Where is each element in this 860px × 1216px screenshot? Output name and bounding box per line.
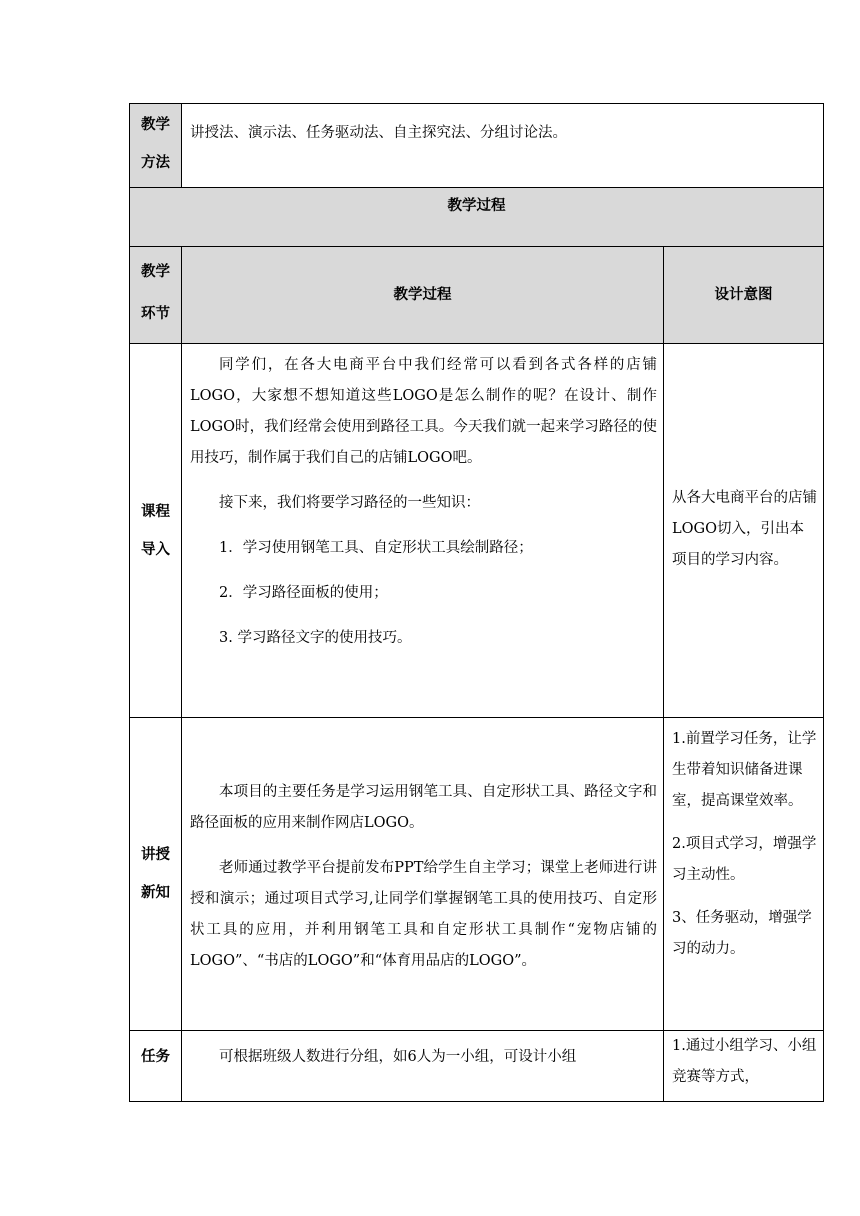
process-content <box>182 718 664 1031</box>
header-row <box>130 247 824 344</box>
intent-paragraph: 从各大电商平台的店铺LOGO切入，引出本项目的学习内容。 <box>672 490 817 568</box>
paragraph: 接下来，我们将要学习路径的一些知识： <box>219 495 480 511</box>
process-title-row <box>130 188 824 247</box>
method-label: 教学 方法 <box>130 104 182 188</box>
intent-paragraph: 2.项目式学习，增强学习主动性。 <box>672 836 817 883</box>
intent-paragraph: 1.通过小组学习、小组竞赛等方式， <box>672 1038 817 1085</box>
stage-label: 任务 <box>130 1031 182 1102</box>
intent-paragraph: 1.前置学习任务，让学生带着知识储备进课室，提高课堂效率。 <box>672 731 817 809</box>
method-text: 讲授法、演示法、任务驱动法、自主探究法、分组讨论法。 <box>182 104 824 188</box>
stage-label: 课程 导入 <box>130 344 182 718</box>
paragraph: 本项目的主要任务是学习运用钢笔工具、自定形状工具、路径文字和路径面板的应用来制作网店LOGO。 <box>190 784 657 831</box>
stage-row-task <box>130 1031 824 1102</box>
intent-content <box>664 1031 824 1102</box>
process-title: 教学过程 <box>130 188 824 247</box>
paragraph: 可根据班级人数进行分组，如6人为一小组，可设计小组 <box>219 1049 577 1065</box>
intent-content <box>664 344 824 718</box>
header-intent: 设计意图 <box>664 247 824 344</box>
paragraph: 老师通过教学平台提前发布PPT给学生自主学习；课堂上老师进行讲授和演示；通过项目式学习,让同学们掌握钢笔工具的使用技巧、自定形状工具的应用，并利用钢笔工具和自定形状工具制作“宠物店铺的LOGO”、“书店的LOGO”和“体育用品店的LOGO”。 <box>190 860 657 969</box>
stage-row-intro <box>130 344 824 718</box>
header-process: 教学过程 <box>182 247 664 344</box>
paragraph: 2．学习路径面板的使用； <box>219 585 388 601</box>
process-content <box>182 344 664 718</box>
paragraph: 3. 学习路径文字的使用技巧。 <box>219 630 412 646</box>
header-stage: 教学 环节 <box>130 247 182 344</box>
stage-label: 讲授 新知 <box>130 718 182 1031</box>
method-row <box>130 104 824 188</box>
stage-row-teaching <box>130 718 824 1031</box>
intent-content <box>664 718 824 1031</box>
process-content <box>182 1031 664 1102</box>
lesson-plan-table <box>129 103 824 1102</box>
paragraph: 1．学习使用钢笔工具、自定形状工具绘制路径； <box>219 540 533 556</box>
intent-paragraph: 3、任务驱动，增强学习的动力。 <box>672 910 812 957</box>
paragraph: 同学们，在各大电商平台中我们经常可以看到各式各样的店铺LOGO，大家想不想知道这些LOGO是怎么制作的呢？在设计、制作LOGO时，我们经常会使用到路径工具。今天我们就一起来学习路径的使用技巧，制作属于我们自己的店铺LOGO吧。 <box>190 357 657 466</box>
